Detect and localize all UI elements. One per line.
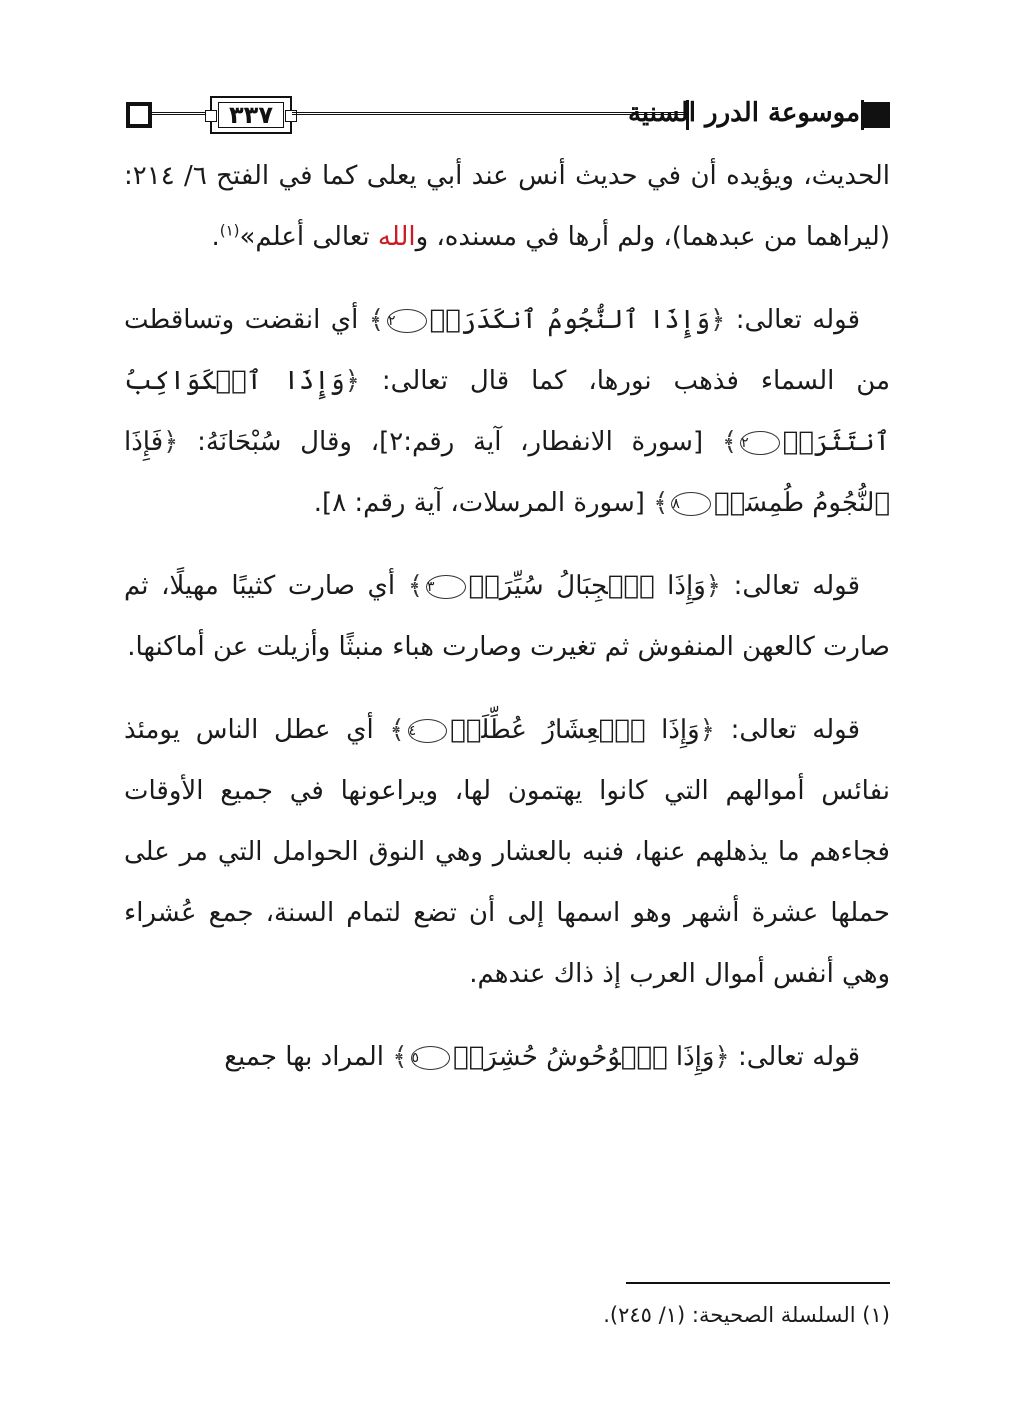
paragraph-text: المراد بها جميع [224,1042,393,1072]
paragraph-text: قوله تعالى: [720,571,860,601]
quran-verse: وَإِذَا ٱلنُّجُومُ ٱنكَدَرَتۡ [429,305,711,335]
quran-brace-open: ﴿ [344,366,360,396]
divine-name: الله [377,222,416,252]
quran-verse: وَإِذَا ٱلۡوُحُوشُ حُشِرَتۡ [453,1042,715,1072]
header-ornament-square-outline [126,102,152,128]
quran-brace-open: ﴿ [710,305,726,335]
quran-verse: وَإِذَا ٱلۡعِشَارُ عُطِّلَتۡ [450,715,700,745]
paragraph-5 [124,1027,890,1088]
header-ornament-square-filled [864,102,890,128]
ayah-number: ٢ [387,309,427,333]
ayah-number: ٥ [411,1046,451,1070]
paragraph-text: أي صارت كثيبًا مهيلًا، ثم صارت كالعهن المنفوش ثم تغيرت وصارت هباء منبثًا وأزيلت عن أماكنها. [124,571,890,662]
quran-brace-open: ﴿ [705,571,721,601]
footnote-marker[interactable]: (١) [219,221,240,240]
header-rule [292,112,686,115]
ayah-number: ٣ [426,575,466,599]
paragraph-text: . [211,222,220,252]
series-title: موسوعة الدرر السنية [627,98,860,128]
paragraph-text: تعالى أعلم» [239,222,378,252]
quran-brace-close: ﴾ [721,427,738,457]
quran-verse: فَإِذَا ٱلنُّجُومُ طُمِسَتۡ [124,427,890,518]
page-number-frame [210,96,292,134]
page-number: ٣٣٧ [229,101,273,129]
page-header [126,92,890,138]
paragraph-2 [124,290,890,534]
quran-brace-close: ﴾ [392,1042,408,1072]
ayah-number: ٤ [408,719,448,743]
quran-brace-close: ﴾ [407,571,423,601]
paragraph-text: قوله تعالى: [725,305,860,335]
page-body [124,146,890,1110]
paragraph-text: الحديث، ويؤيده أن في حديث أنس عند أبي يعلى كما في الفتح ٦/ ٢١٤: (ليراهما من عبدهما)، ولم أرها في مسنده، و [124,161,890,252]
paragraph-text: قوله تعالى: [714,715,861,745]
quran-brace-close: ﴾ [368,305,384,335]
paragraph-text: قوله تعالى: [729,1042,860,1072]
ayah-number: ٨ [671,492,711,516]
quran-verse: وَإِذَا ٱلۡجِبَالُ سُيِّرَتۡ [468,571,706,601]
quran-brace-open: ﴿ [714,1042,730,1072]
paragraph-4 [124,700,890,1005]
header-rule [152,112,210,115]
quran-brace-close: ﴾ [653,488,669,518]
footnote: (١) السلسلة الصحيحة: (١/ ٢٤٥). [603,1303,890,1327]
paragraph-3 [124,556,890,678]
paragraph-text: أي عطل الناس يومئذ نفائس أموالهم التي كانوا يهتمون لها، ويراعونها في جميع الأوقات فجاءهم ما يذهلهم عنها، فنبه بالعشار وهي النوق الحوامل التي مر على حملها عشرة أشهر وهو اسمها إلى أن تضع لتمام السنة، جمع عُشراء وهي أنفس أموال العرب إذ ذاك عندهم. [124,715,890,989]
quran-verse: وَإِذَا ٱلۡكَوَاكِبُ ٱنتَثَرَتۡ [124,366,890,457]
quran-brace-open: ﴿ [699,715,715,745]
quran-brace-open: ﴿ [163,427,179,457]
paragraph-text: أي انقضت وتساقطت من السماء فذهب نورها، كما قال تعالى: [124,305,890,396]
paragraph-1 [124,146,890,268]
footnote-separator [626,1282,890,1284]
paragraph-text: [سورة الانفطار، آية رقم:٢]، وقال سُبْحَانَهُ: [178,427,722,457]
ayah-number: ٢ [740,431,780,455]
quran-brace-close: ﴾ [389,715,405,745]
paragraph-text: [سورة المرسلات، آية رقم: ٨]. [313,488,654,518]
